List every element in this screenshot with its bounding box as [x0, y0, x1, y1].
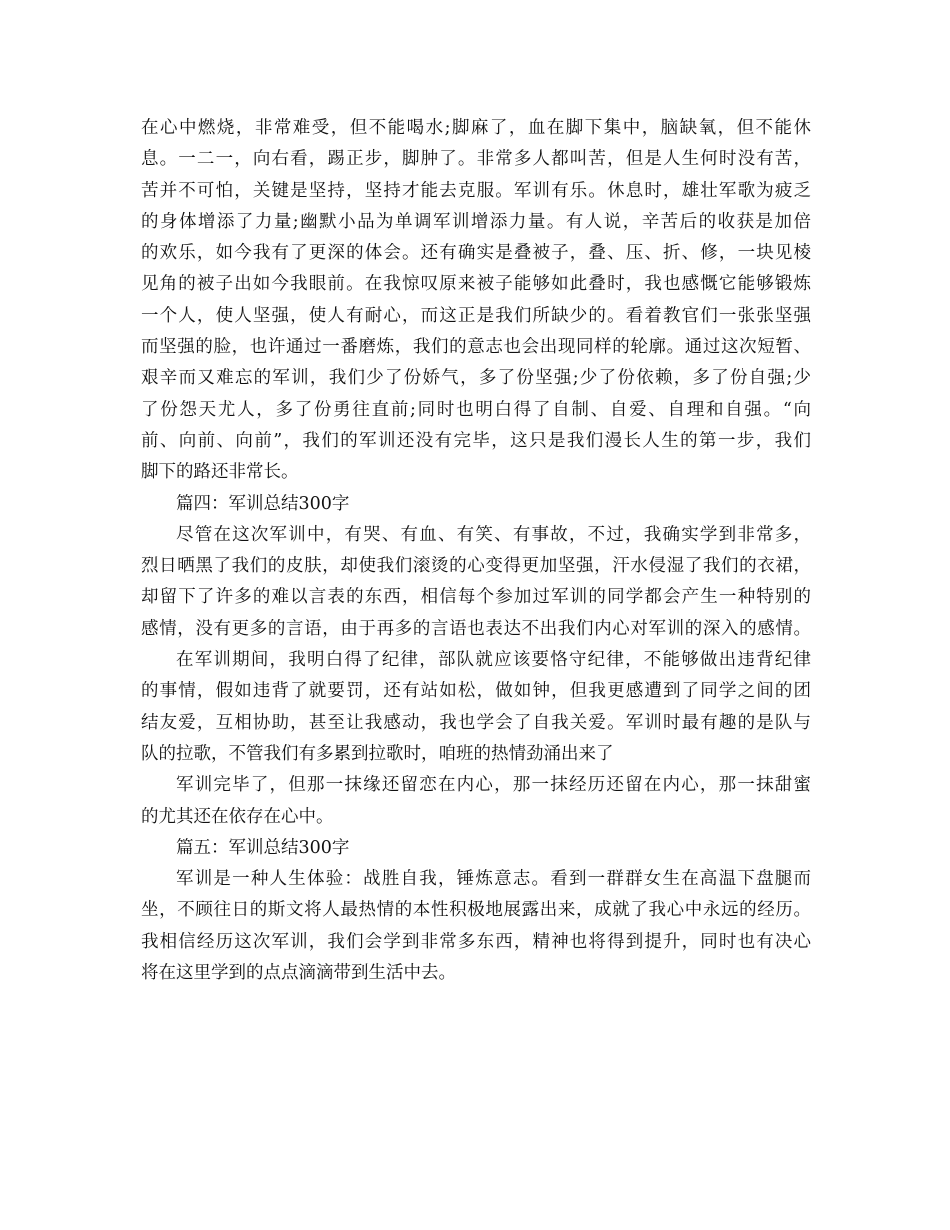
text-line: 军训完毕了，但那一抹缘还留恋在内心，那一抹经历还留在内心，那一抹甜蜜	[176, 775, 811, 796]
text-line: 篇五：军训总结300字	[176, 837, 350, 858]
text-line: 坐，不顾往日的斯文将人最热情的本性积极地展露出来，成就了我心中永远的经历。	[141, 900, 811, 921]
text-line: 的尤其还在依存在心中。	[141, 806, 334, 827]
text-line: 苦并不可怕，关键是坚持，坚持才能去克服。军训有乐。休息时，雄壮军歌为疲乏	[141, 180, 811, 201]
text-line: 却留下了许多的难以言表的东西，相信每个参加过军训的同学都会产生一种特别的	[141, 587, 811, 608]
text-line: 的欢乐，如今我有了更深的体会。还有确实是叠被子，叠、压、折、修，一块见棱	[141, 243, 811, 264]
text-line: 队的拉歌，不管我们有多累到拉歌时，咱班的热情劲涌出来了	[141, 743, 614, 764]
text-line: 见角的被子出如今我眼前。在我惊叹原来被子能够如此叠时，我也感慨它能够锻炼	[141, 274, 811, 295]
text-line: 尽管在这次军训中，有哭、有血、有笑、有事故，不过，我确实学到非常多，	[176, 524, 811, 545]
text-line: 前、向前、向前”，我们的军训还没有完毕，这只是我们漫长人生的第一步，我们	[141, 430, 811, 451]
document-body	[141, 113, 811, 989]
text-line: 一个人，使人坚强，使人有耐心，而这正是我们所缺少的。看着教官们一张张坚强	[141, 305, 811, 326]
text-line: 军训是一种人生体验：战胜自我，锤炼意志。看到一群群女生在高温下盘腿而	[176, 869, 811, 890]
text-line: 在心中燃烧，非常难受，但不能喝水;脚麻了，血在脚下集中，脑缺氧，但不能休	[141, 118, 811, 138]
text-line: 了份怨天尤人，多了份勇往直前;同时也明白得了自制、自爱、自理和自强。“向	[141, 399, 811, 420]
text-line: 的事情，假如违背了就要罚，还有站如松，做如钟，但我更感遭到了同学之间的团	[141, 681, 811, 702]
text-line: 我相信经历这次军训，我们会学到非常多东西，精神也将得到提升，同时也有决心	[141, 931, 811, 952]
text-line: 烈日晒黑了我们的皮肤，却使我们滚烫的心变得更加坚强，汗水侵湿了我们的衣裙，	[141, 556, 811, 577]
text-line: 结友爱，互相协助，甚至让我感动，我也学会了自我关爱。军训时最有趣的是队与	[141, 712, 811, 733]
text-line: 将在这里学到的点点滴滴带到生活中去。	[141, 963, 456, 984]
text-line: 息。一二一，向右看，踢正步，脚肿了。非常多人都叫苦，但是人生何时没有苦，	[141, 149, 811, 170]
text-line: 脚下的路还非常长。	[141, 462, 299, 483]
text-line: 在军训期间，我明白得了纪律，部队就应该要恪守纪律，不能够做出违背纪律	[176, 650, 811, 671]
text-line: 篇四：军训总结300字	[176, 493, 350, 514]
text-line: 而坚强的脸，也许通过一番磨炼，我们的意志也会出现同样的轮廓。通过这次短暂、	[141, 337, 811, 358]
text-line: 感情，没有更多的言语，由于再多的言语也表达不出我们内心对军训的深入的感情。	[141, 618, 811, 639]
text-line: 的身体增添了力量;幽默小品为单调军训增添力量。有人说，辛苦后的收获是加倍	[141, 211, 811, 232]
document-page	[141, 113, 811, 989]
text-line: 艰辛而又难忘的军训，我们少了份娇气，多了份坚强;少了份依赖，多了份自强;少	[141, 368, 811, 389]
